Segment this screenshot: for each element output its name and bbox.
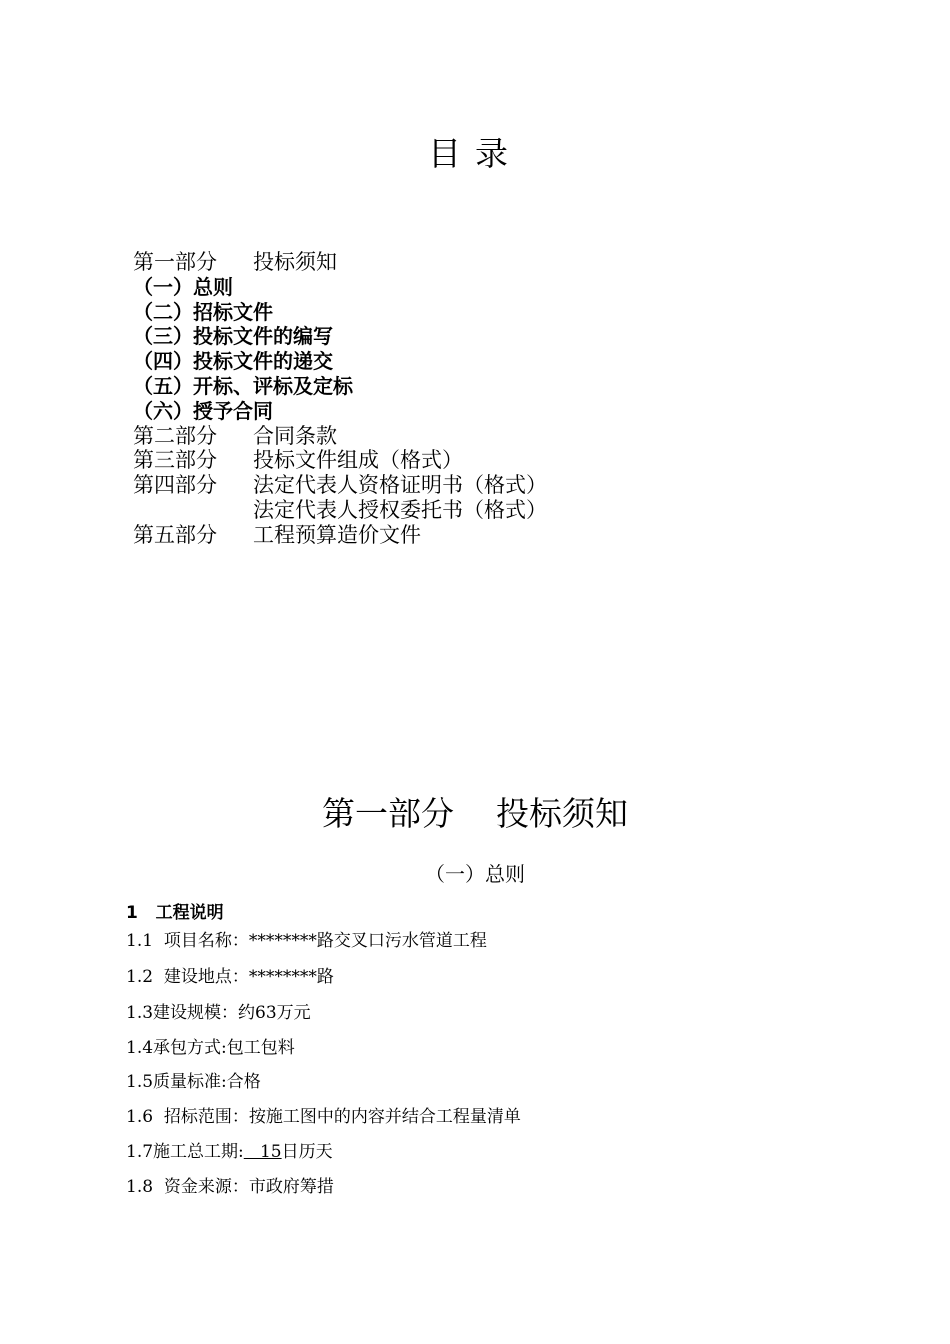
section-title-general: （一）总则 [425, 862, 525, 886]
toc-entry-part4-b: 法定代表人授权委托书（格式） [253, 497, 547, 522]
toc-title: 目录 [428, 134, 522, 173]
toc-entry-part3: 第三部分 投标文件组成（格式） [133, 448, 463, 473]
toc-entry-contract-award: （六）授予合同 [133, 398, 273, 423]
toc-entry-tender-docs: （二）招标文件 [133, 299, 273, 324]
list-item-funding: 1.8 资金来源：市政府筹措 [126, 1177, 334, 1197]
duration-value: 15 [243, 1142, 282, 1162]
subhead-project-description: 1 工程说明 [126, 903, 224, 923]
list-item-scope: 1.6 招标范围：按施工图中的内容并结合工程量清单 [126, 1107, 521, 1127]
toc-entry-part2: 第二部分 合同条款 [133, 423, 337, 448]
toc-entry-bid-submission: （四）投标文件的递交 [133, 349, 333, 374]
toc-entry-part1: 第一部分 投标须知 [133, 250, 337, 274]
list-item-contract-mode: 1.4承包方式:包工包料 [126, 1038, 295, 1058]
toc-entry-general: （一）总则 [133, 274, 233, 299]
table-of-contents [133, 250, 547, 548]
part1-title: 第一部分 投标须知 [322, 794, 628, 833]
list-item-project-name: 1.1 项目名称：********路交叉口污水管道工程 [126, 931, 487, 951]
toc-entry-bid-opening: （五）开标、评标及定标 [133, 373, 353, 398]
toc-entry-part4: 第四部分 法定代表人资格证明书（格式） [133, 473, 547, 498]
list-item-duration: 1.7施工总工期: 15日历天 [126, 1142, 333, 1162]
toc-entry-bid-preparation: （三）投标文件的编写 [133, 324, 333, 349]
list-item-location: 1.2 建设地点：********路 [126, 967, 334, 987]
toc-entry-part5: 第五部分 工程预算造价文件 [133, 522, 421, 547]
list-item-scale: 1.3建设规模：约63万元 [126, 1003, 311, 1023]
list-item-quality: 1.5质量标准:合格 [126, 1072, 261, 1092]
